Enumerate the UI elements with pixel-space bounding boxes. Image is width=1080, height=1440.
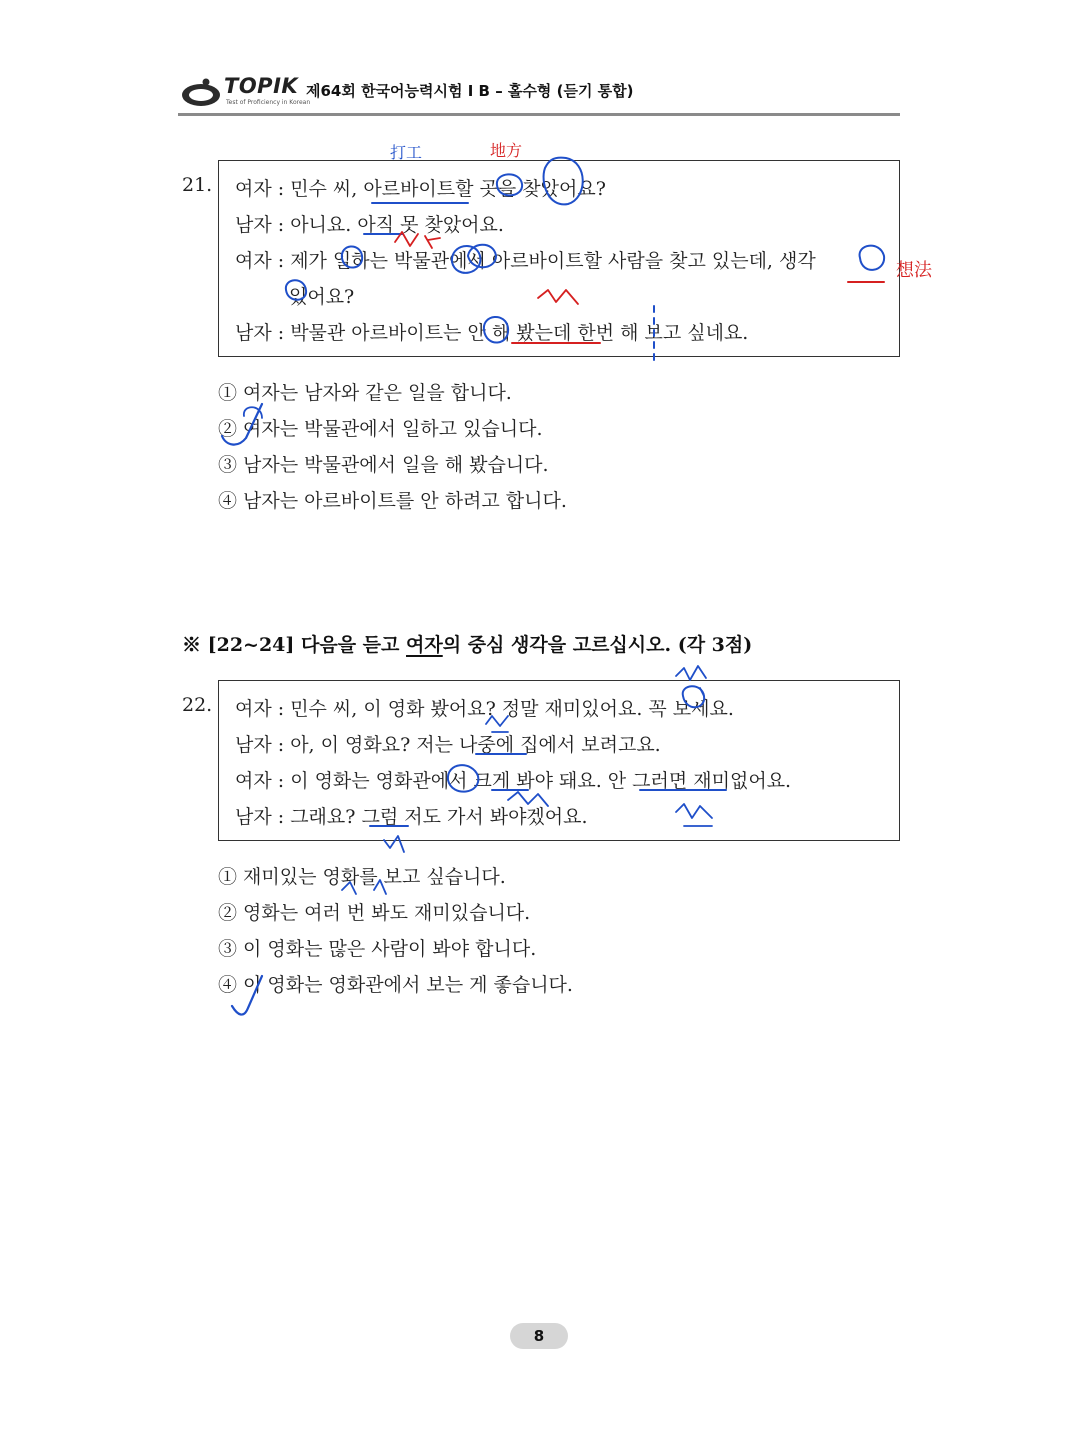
logo-subtitle: Test of Proficiency in Korean [226, 99, 311, 106]
section-suffix: 의 중심 생각을 고르십시오. (각 3점) [442, 634, 753, 656]
q22-choice-3[interactable]: ③ 이 영화는 많은 사람이 봐야 합니다. [218, 938, 537, 960]
q21-choice-3[interactable]: ③ 남자는 박물관에서 일을 해 봤습니다. [218, 454, 549, 476]
q21-line-1: 여자 : 민수 씨, 아르바이트할 곳을 찾았어요? [235, 178, 606, 200]
question-22-number: 22. [182, 694, 213, 716]
note-dagong: 打工 [390, 143, 423, 162]
q22-line-4: 남자 : 그래요? 그럼 저도 가서 봐야겠어요. [235, 806, 588, 828]
section-underlined-word: 여자 [406, 634, 443, 656]
q22-line-3: 여자 : 이 영화는 영화관에서 크게 봐야 돼요. 안 그러면 재미없어요. [235, 770, 792, 792]
note-difang: 地方 [490, 141, 523, 160]
topik-logo-icon [180, 78, 222, 108]
question-21-dialogue-box [218, 160, 900, 357]
header-divider [178, 113, 900, 116]
section-prefix: ※ [22~24] 다음을 듣고 [182, 634, 407, 656]
q21-choice-1[interactable]: ① 여자는 남자와 같은 일을 합니다. [218, 382, 512, 404]
q22-choice-1[interactable]: ① 재미있는 영화를 보고 싶습니다. [218, 866, 506, 888]
question-21-number: 21. [182, 174, 213, 196]
q22-line-1: 여자 : 민수 씨, 이 영화 봤어요? 정말 재미있어요. 꼭 보세요. [235, 698, 734, 720]
q21-line-3: 여자 : 제가 일하는 박물관에서 아르바이트할 사람을 찾고 있는데, 생각 [235, 250, 816, 272]
q21-line-2: 남자 : 아니요. 아직 못 찾았어요. [235, 214, 504, 236]
q21-line-5: 남자 : 박물관 아르바이트는 안 해 봤는데 한번 해 보고 싶네요. [235, 322, 749, 344]
q22-choice-2[interactable]: ② 영화는 여러 번 봐도 재미있습니다. [218, 902, 531, 924]
section-instruction [182, 630, 752, 657]
exam-header [178, 66, 900, 116]
q21-choice-2[interactable]: ② 여자는 박물관에서 일하고 있습니다. [218, 418, 543, 440]
q21-choice-4[interactable]: ④ 남자는 아르바이트를 안 하려고 합니다. [218, 490, 567, 512]
note-xiangfa: 想法 [896, 260, 932, 281]
q22-line-2: 남자 : 아, 이 영화요? 저는 나중에 집에서 보려고요. [235, 734, 661, 756]
page-number: 8 [510, 1323, 568, 1349]
q21-line-4: 있어요? [289, 286, 355, 308]
q22-choice-4[interactable]: ④ 이 영화는 영화관에서 보는 게 좋습니다. [218, 974, 573, 996]
question-22-dialogue-box [218, 680, 900, 841]
logo-text: TOPIK [224, 74, 299, 98]
exam-title: 제64회 한국어능력시험 I B – 홀수형 (듣기 통합) [306, 82, 634, 100]
